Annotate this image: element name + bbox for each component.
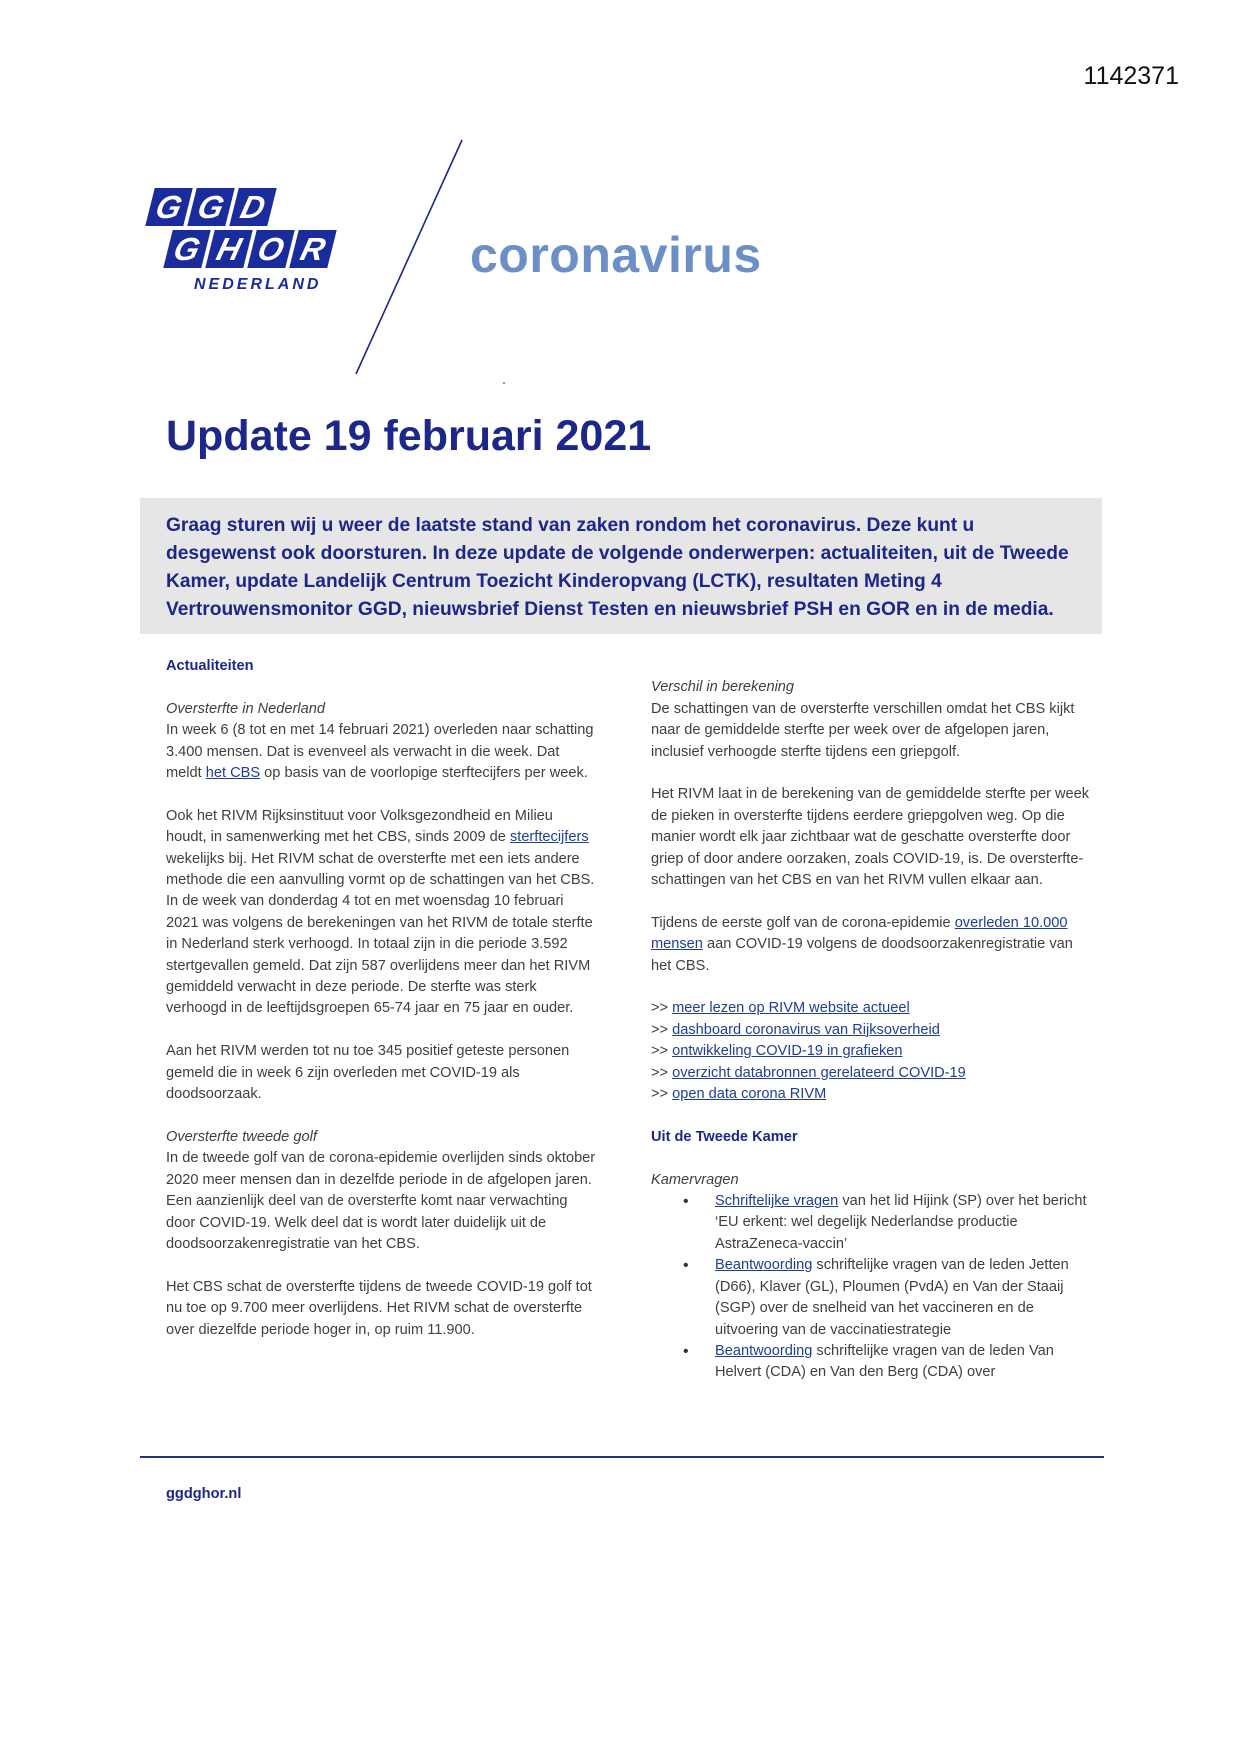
decorative-dot (503, 382, 505, 384)
intro-text: Graag sturen wij u weer de laatste stand van zaken rondom het coronavirus. Deze kunt u desgewenst ook doorsturen. In deze update de volgende onderwerpen: actualiteiten, uit de Tweede Kamer, update Landelijk Centrum Toezicht Kinderopvang (LCTK), resultaten Meting 4 Vertrouwensmonitor GGD, nieuwsbrief Dienst Testen en nieuwsbrief PSH en GOR en in de media. (166, 515, 1069, 620)
kamervragen-list (651, 1191, 1091, 1384)
link-schriftelijke-vragen[interactable]: Schriftelijke vragen (715, 1193, 839, 1210)
right-column (651, 656, 1091, 1384)
paragraph: Ook het RIVM Rijksinstituut voor Volksgezondheid en Milieu houdt, in samenwerking met het CBS, sinds 2009 de sterftecijfers wekelijks bij. Het RIVM schat de oversterfte met een iets andere methode die een aanvulling vormt op de schattingen van het CBS. In de week van donderdag 4 tot en met woensdag 10 februari 2021 was volgens de berekeningen van het RIVM de totale sterfte in Nederland sterk verhoogd. In totaal zijn in die periode 3.592 stertgevallen gemeld. Dat zijn 587 overlijdens meer dan het RIVM gemiddeld verwacht in deze periode. De sterfte was sterk verhoogd in de leeftijdsgroepen 65-74 jaar en 75 jaar en ouder. (166, 807, 595, 1017)
subheading-oversterfte-nederland: Oversterfte in Nederland (166, 700, 325, 717)
logo-row-ghor: G H O R (168, 230, 336, 268)
link-het-cbs[interactable]: het CBS (205, 765, 261, 782)
subheading-kamervragen: Kamervragen (651, 1171, 739, 1188)
link-beantwoording[interactable]: Beantwoording (715, 1257, 813, 1274)
subheading-verschil-in-berekening: Verschil in berekening (651, 679, 795, 696)
resource-links (651, 998, 1091, 1105)
list-item: >> dashboard coronavirus van Rijksoverheid (651, 1021, 940, 1038)
document-number: 1142371 (1083, 62, 1179, 90)
link-beantwoording[interactable]: Beantwoording (715, 1342, 813, 1359)
list-item: • Beantwoording schriftelijke vragen van de leden Van Helvert (CDA) en Van den Berg (CDA) over (715, 1341, 1091, 1384)
subheading-oversterfte-tweede-golf: Oversterfte tweede golf (166, 1128, 317, 1145)
list-item: >> meer lezen op RIVM website actueel (651, 1000, 910, 1017)
logo-subtitle: NEDERLAND (194, 276, 322, 293)
logo-row-ggd: G G D (150, 188, 276, 226)
link-rivm-actueel[interactable]: meer lezen op RIVM website actueel (672, 1000, 910, 1017)
page-title: Update 19 februari 2021 (166, 412, 652, 460)
link-ontwikkeling-grafieken[interactable]: ontwikkeling COVID-19 in grafieken (672, 1043, 903, 1060)
link-overzicht-databronnen[interactable]: overzicht databronnen gerelateerd COVID-19 (672, 1064, 966, 1081)
list-item: • Beantwoording schriftelijke vragen van de leden Jetten (D66), Klaver (GL), Ploumen (PvdA) en Van der Staaij (SGP) over de snelheid van het vaccineren en de uitvoering van de vaccinatiestrategie (715, 1255, 1091, 1341)
section-heading-tweede-kamer: Uit de Tweede Kamer (651, 1128, 798, 1145)
list-item: >> ontwikkeling COVID-19 in grafieken (651, 1043, 903, 1060)
list-item: >> overzicht databronnen gerelateerd COVID-19 (651, 1064, 966, 1081)
intro-box (140, 498, 1102, 634)
list-item: >> open data corona RIVM (651, 1086, 827, 1103)
brand-title: coronavirus (470, 227, 762, 283)
ggd-ghor-logo (150, 188, 340, 298)
paragraph: De schattingen van de oversterfte verschillen omdat het CBS kijkt naar de gemiddelde sterfte per week over de afgelopen jaren, inclusief verhoogde sterfte tijdens een griepgolf. (651, 700, 1075, 760)
divider-slash (340, 138, 470, 378)
footer-website: ggdghor.nl (166, 1486, 242, 1502)
paragraph: Het RIVM laat in de berekening van de gemiddelde sterfte per week de pieken in oversterfte tijdens eerdere griepgolven weg. Op die manier wordt elk jaar zichtbaar wat de geschatte oversterfte door griep of door andere oorzaken, zoals COVID-19, is. De oversterfte-schattingen van het CBS en van het RIVM vullen elkaar aan. (651, 786, 1090, 889)
paragraph: In de tweede golf van de corona-epidemie overlijden sinds oktober 2020 meer mensen dan in dezelfde periode in de afgelopen jaren. Een aanzienlijk deel van de oversterfte komt naar verwachting door COVID-19. Welk deel dat is wordt later duidelijk uit de doodsoorzakenregistratie van het CBS. (166, 1150, 596, 1252)
paragraph: Aan het RIVM werden tot nu toe 345 positief geteste personen gemeld die in week 6 zijn overleden met COVID-19 als doodsoorzaak. (166, 1043, 570, 1103)
paragraph: Het CBS schat de oversterfte tijdens de tweede COVID-19 golf tot nu toe op 9.700 meer overlijdens. Het RIVM schat de oversterfte over diezelfde periode hoger in, op ruim 11.900. (166, 1278, 592, 1338)
footer-divider (140, 1456, 1104, 1458)
left-column (166, 656, 596, 1362)
link-sterftecijfers[interactable]: sterftecijfers (509, 829, 589, 846)
link-overleden-10000-mensen[interactable]: overleden 10.000 mensen (651, 914, 1068, 953)
link-open-data-rivm[interactable]: open data corona RIVM (672, 1086, 827, 1103)
paragraph: Tijdens de eerste golf van de corona-epidemie overleden 10.000 mensen aan COVID-19 volgens de doodsoorzakenregistratie van het CBS. (651, 914, 1073, 974)
section-heading-actualiteiten: Actualiteiten (166, 658, 254, 674)
paragraph: In week 6 (8 tot en met 14 februari 2021) overleden naar schatting 3.400 mensen. Dat is evenveel als verwacht in die week. Dat meldt het CBS op basis van de voorlopige sterftecijfers per week. (166, 722, 594, 782)
list-item: • Schriftelijke vragen van het lid Hijink (SP) over het bericht ‘EU erkent: wel degelijk Nederlandse productie AstraZeneca-vaccin’ (715, 1191, 1091, 1255)
link-dashboard-coronavirus[interactable]: dashboard coronavirus van Rijksoverheid (672, 1021, 940, 1038)
